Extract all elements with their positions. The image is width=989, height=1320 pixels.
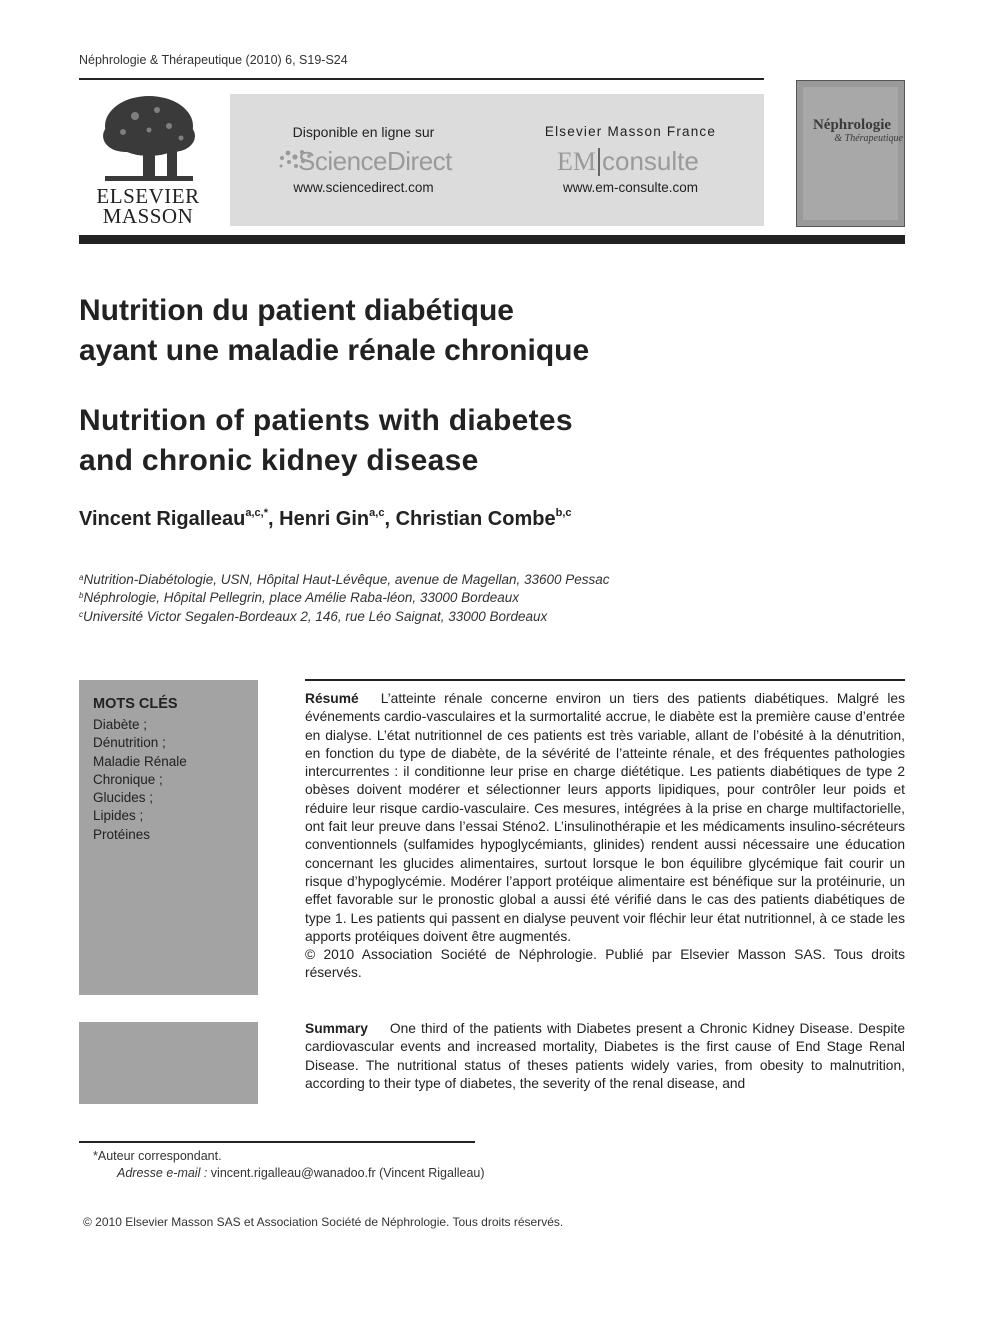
sciencedirect-caption: Disponible en ligne sur bbox=[292, 124, 435, 140]
sciencedirect-url[interactable]: www.sciencedirect.com bbox=[293, 180, 434, 195]
publisher-logo bbox=[84, 186, 212, 226]
footnote-rule bbox=[79, 1141, 475, 1143]
title-english: Nutrition of patients with diabetes and chronic kidney disease bbox=[79, 404, 573, 477]
summary-text: One third of the patients with Diabetes present a Chronic Kidney Disease. Despite cardiovascular events and increased mortality, Diabetes is the first cause of End Stage Renal Disease. The nutritional status of theses patients widely varies, from obesity to malnutrition, according to their type of diabetes, the severity of the renal disease, and bbox=[305, 1021, 905, 1091]
journal-reference: Néphrologie & Thérapeutique (2010) 6, S19-S24 bbox=[79, 53, 348, 67]
header-rule bbox=[79, 78, 764, 80]
email-note bbox=[117, 1166, 485, 1180]
keywords-title: MOTS CLÉS bbox=[93, 696, 178, 712]
author-name: Christian Combe bbox=[395, 508, 556, 530]
publisher-logo-line1: ELSEVIER bbox=[96, 184, 200, 208]
keyword-item: Lipides ; bbox=[93, 808, 144, 824]
journal-cover-thumbnail[interactable] bbox=[796, 80, 905, 227]
author-name: Vincent Rigalleau bbox=[79, 508, 246, 530]
abstract-copyright: © 2010 Association Société de Néphrologie. Publié par Elsevier Masson SAS. Tous droits réservés. bbox=[305, 947, 905, 981]
title-french: Nutrition du patient diabétique ayant une maladie rénale chronique bbox=[79, 294, 590, 367]
copyright-notice: © 2010 Elsevier Masson SAS et Association Société de Néphrologie. Tous droits réservés. bbox=[83, 1215, 564, 1229]
corresponding-author-note: *Auteur correspondant. bbox=[93, 1149, 222, 1163]
abstract-text: L’atteinte rénale concerne environ un tiers des patients diabétiques. Malgré les événements cardio-vasculaires et la surmortalité accrue, le diabète est la première cause d’entrée en dialyse. L’état nutritionnel de ces patients est très variable, allant de l’obésité à la dénutrition, en fonction du type de diabète, de la sévérité de l’atteinte rénale, et des fréquentes pathologies intercurrentes : il conditionne leur prise en charge diététique. Les patients diabétiques de type 2 obèses doivent modérer et sélectionner leurs apports lipidiques, pour contrôler leur poids et réduire leur risque cardio-vasculaire. Ces mesures, intégrées à la prise en charge multifactorielle, ont fait leur preuve dans l’essai Sténo2. L’insulinothérapie et les médicaments insulino-sécréteurs conventionnels (sulfamides hypoglycémiants, glinides) rendent aussi nécessaire une éducation concernant les glucides alimentaires, surtout lorsque le bon équilibre glycémique fait courir un risque d’hypoglycémie. Modérer l’apport protéique alimentaire est bénéfique sur la protéinurie, un effet favorable sur le pronostic global a aussi été vérifié dans le cas des patients diabétiques de type 1. Les patients qui passent en dialyse peuvent voir fléchir leur état nutritionnel, à ce stade les apports protéiques doivent être augmentés. bbox=[305, 691, 905, 944]
keywords-box-english bbox=[79, 1022, 258, 1104]
keywords-box bbox=[79, 680, 258, 995]
keyword-item: Maladie Rénale bbox=[93, 753, 187, 769]
emconsulte-caption: Elsevier Masson France bbox=[544, 124, 717, 139]
affiliation: $^b$Néphrologie, Hôpital Pellegrin, place Amélie Raba-léon, 33000 Bordeaux bbox=[79, 590, 519, 605]
author-name: Henri Gin bbox=[279, 508, 370, 530]
keywords-list bbox=[93, 716, 187, 844]
author-list: Vincent Rigalleau$^{a,c,*}$, Henri Gin$^{a,c}$, Christian Combe$^{b,c}$ bbox=[79, 507, 572, 530]
keyword-item: Chronique ; bbox=[93, 771, 163, 787]
abstract-french bbox=[305, 690, 905, 983]
abstract-label: Résumé bbox=[305, 691, 359, 706]
header-thick-rule bbox=[79, 235, 905, 244]
affiliation: $^c$Université Victor Segalen-Bordeaux 2, 146, rue Léo Saignat, 33000 Bordeaux bbox=[79, 609, 548, 624]
keyword-item: Diabète ; bbox=[93, 717, 148, 732]
availability-banner bbox=[230, 94, 764, 226]
emconsulte-logo: EM consulte bbox=[557, 146, 699, 176]
cover-subtitle: & Thérapeutique bbox=[834, 133, 903, 144]
cover-title: Néphrologie bbox=[812, 117, 892, 133]
email-link[interactable]: vincent.rigalleau@wanadoo.fr (Vincent Rigalleau) bbox=[210, 1166, 485, 1180]
email-label: Adresse e-mail : bbox=[117, 1166, 208, 1180]
keyword-item: Glucides ; bbox=[93, 790, 154, 806]
keyword-item: Dénutrition ; bbox=[93, 735, 166, 751]
abstract-english bbox=[305, 1020, 905, 1093]
emconsulte-url[interactable]: www.em-consulte.com bbox=[562, 180, 699, 195]
publisher-logo-line2: MASSON bbox=[102, 204, 194, 228]
summary-label: Summary bbox=[305, 1021, 368, 1036]
abstract-rule bbox=[305, 679, 905, 681]
sciencedirect-name: ScienceDirect bbox=[298, 146, 452, 176]
affiliation: $^a$Nutrition-Diabétologie, USN, Hôpital Haut-Lévêque, avenue de Magellan, 33600 Pessac bbox=[79, 572, 610, 587]
keyword-item: Protéines bbox=[93, 826, 151, 842]
